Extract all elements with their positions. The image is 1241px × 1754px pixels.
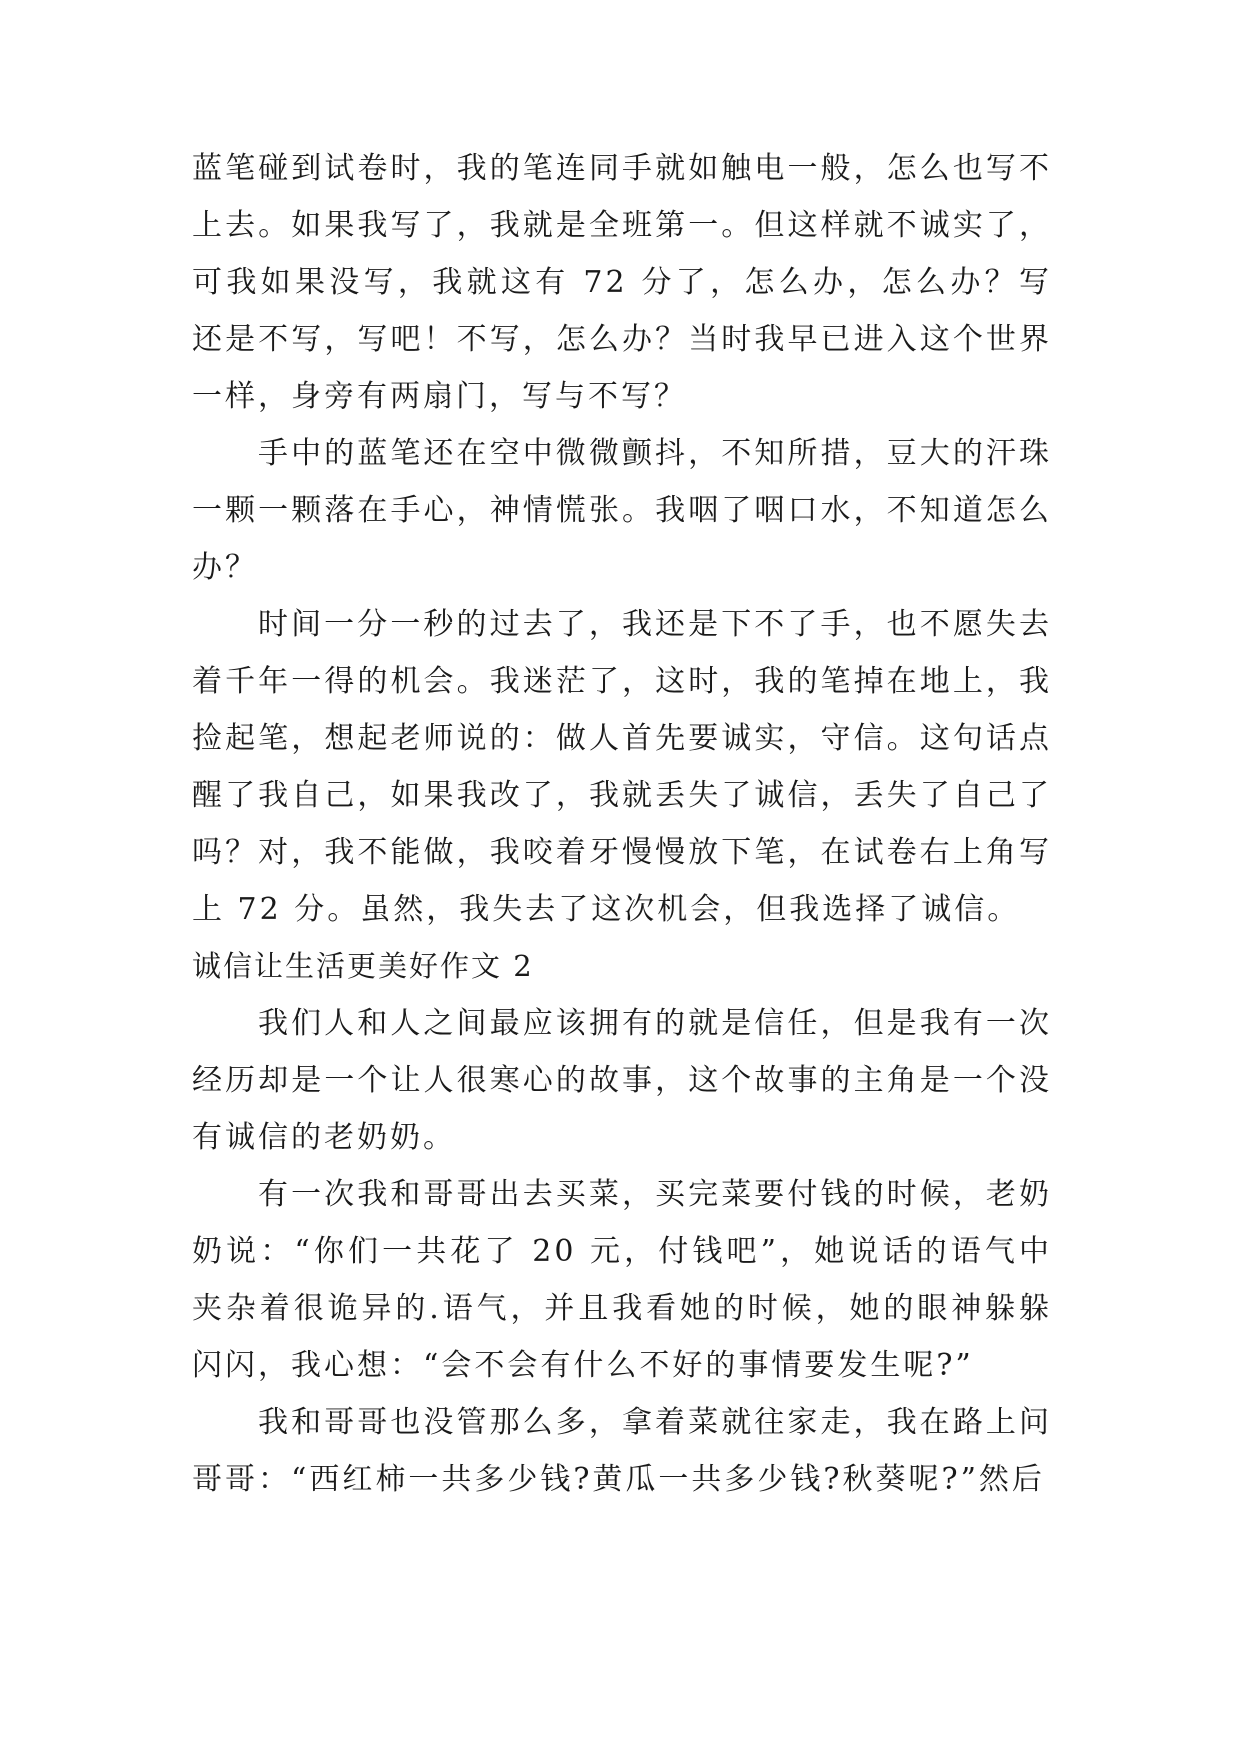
paragraph-6: 我和哥哥也没管那么多，拿着菜就往家走，我在路上问哥哥：“西红柿一共多少钱?黄瓜一共多少钱?秋葵呢?”然后 <box>192 1405 1052 1497</box>
paragraph-5: 有一次我和哥哥出去买菜，买完菜要付钱的时候，老奶奶说：“你们一共花了 20 元，付钱吧”，她说话的语气中夹杂着很诡异的.语气，并且我看她的时候，她的眼神躲躲闪闪，我心想：“会不会有什么不好的事情要发生呢?” <box>192 1177 1052 1383</box>
document-page <box>192 140 1052 1508</box>
paragraph-3: 时间一分一秒的过去了，我还是下不了手，也不愿失去着千年一得的机会。我迷茫了，这时，我的笔掉在地上，我捡起笔，想起老师说的：做人首先要诚实，守信。这句话点醒了我自己，如果我改了，我就丢失了诚信，丢失了自己了吗？对，我不能做，我咬着牙慢慢放下笔，在试卷右上角写上 72 分。虽然，我失去了这次机会，但我选择了诚信。 <box>192 607 1052 927</box>
section-heading: 诚信让生活更美好作文 2 <box>192 949 534 983</box>
paragraph-2: 手中的蓝笔还在空中微微颤抖，不知所措，豆大的汗珠一颗一颗落在手心，神情慌张。我咽了咽口水，不知道怎么办？ <box>192 436 1052 585</box>
paragraph-1: 蓝笔碰到试卷时，我的笔连同手就如触电一般，怎么也写不上去。如果我写了，我就是全班第一。但这样就不诚实了，可我如果没写，我就这有 72 分了，怎么办，怎么办？写还是不写，写吧！不写，怎么办？当时我早已进入这个世界一样，身旁有两扇门，写与不写？ <box>192 151 1052 414</box>
paragraph-4: 我们人和人之间最应该拥有的就是信任，但是我有一次经历却是一个让人很寒心的故事，这个故事的主角是一个没有诚信的老奶奶。 <box>192 1006 1052 1155</box>
